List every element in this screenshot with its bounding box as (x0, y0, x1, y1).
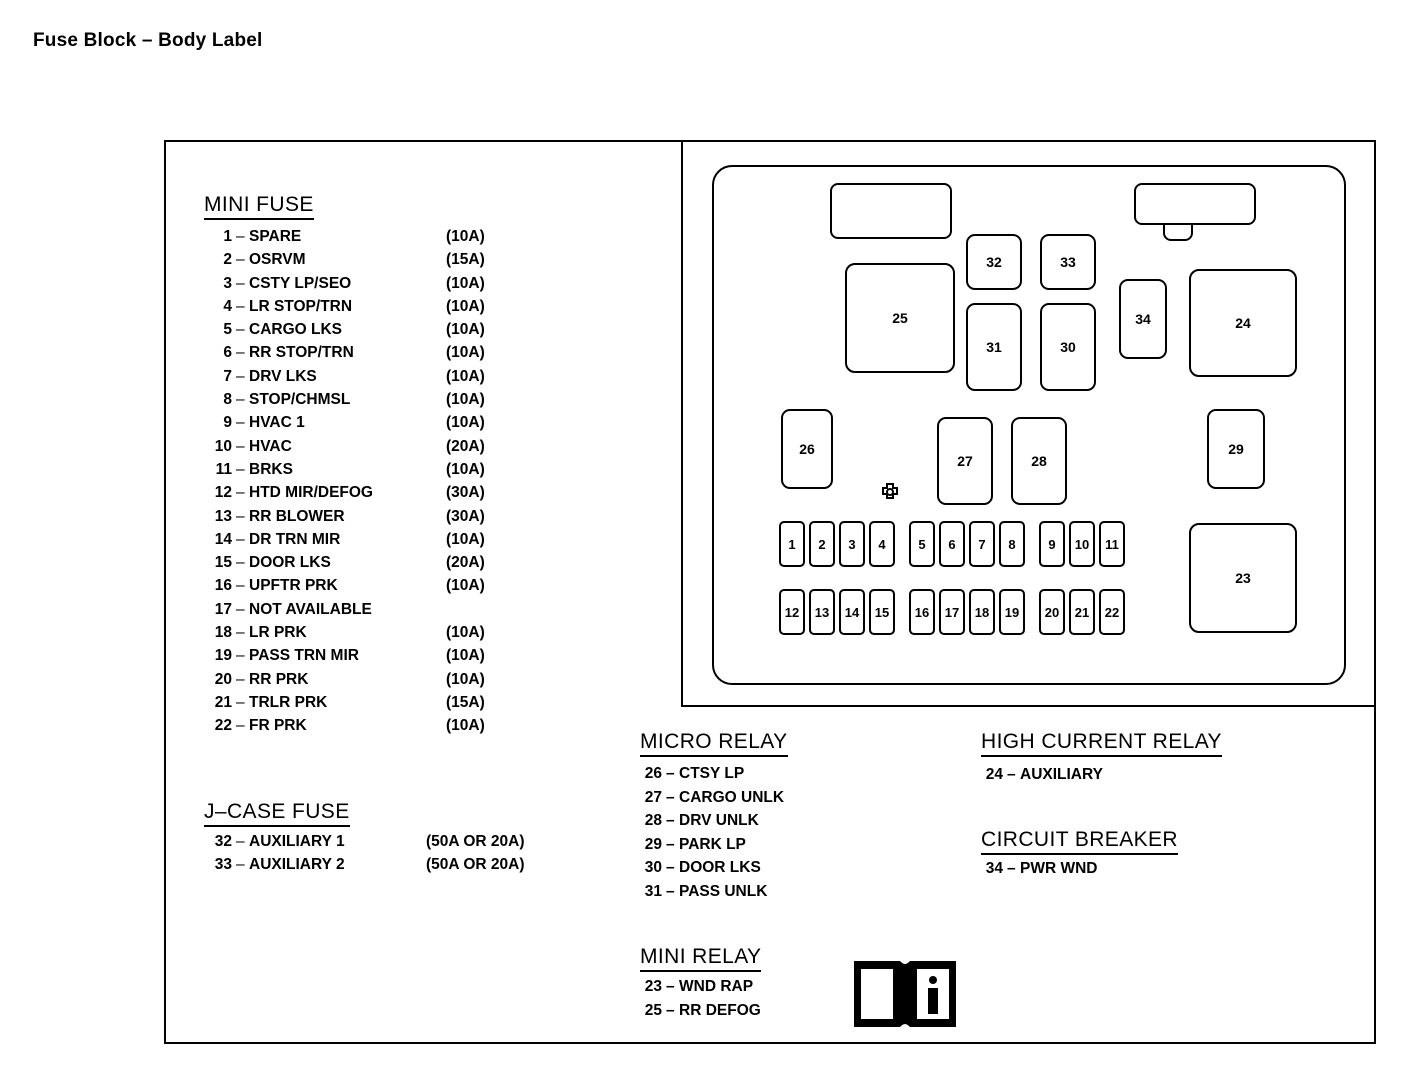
fuse-number: 4 (223, 297, 232, 315)
circuit-breaker-row (981, 860, 1211, 884)
fuse-number: 9 (223, 414, 232, 432)
fuse-slot-15[interactable] (869, 589, 895, 635)
fuse-label: HTD MIR/DEFOG (249, 484, 373, 502)
fuse-slot-20[interactable] (1039, 589, 1065, 635)
fuse-slot-6[interactable] (939, 521, 965, 567)
fuse-label: NOT AVAILABLE (249, 600, 372, 618)
mini-fuse-row (204, 531, 534, 554)
fuse-number: 32 (214, 833, 232, 850)
relay-label: PARK LP (679, 835, 746, 853)
dash: – (236, 530, 245, 548)
fuse-label: CARGO LKS (249, 321, 342, 339)
micro-relay-list (640, 765, 870, 906)
dash: – (236, 507, 245, 525)
fuse-amperage: (20A) (446, 554, 485, 572)
mini-fuse-row (204, 391, 534, 414)
fuse-number: 6 (223, 344, 232, 362)
fuse-label: DR TRN MIR (249, 530, 341, 548)
dash: – (666, 765, 675, 782)
dash: – (236, 251, 245, 269)
fuse-slot-5[interactable] (909, 521, 935, 567)
panel-notch-right (1134, 183, 1256, 225)
mini-fuse-row (204, 438, 534, 461)
dash: – (236, 484, 245, 502)
dash: – (236, 693, 245, 711)
fuse-number: 22 (214, 717, 232, 735)
mini-relay-row (640, 978, 870, 1002)
fuse-slot-16[interactable] (909, 589, 935, 635)
mini-fuse-row (204, 368, 534, 391)
high-current-relay-row (981, 766, 1211, 790)
dash: – (236, 460, 245, 478)
frame-divider-horizontal (681, 705, 1376, 707)
micro-relay-row (640, 812, 870, 836)
mini-fuse-row (204, 484, 534, 507)
fuse-number: 1 (223, 228, 232, 245)
fuse-amperage: (10A) (446, 624, 485, 642)
high-current-relay-list (981, 766, 1211, 790)
fuse-slot-label: 34 (1135, 311, 1151, 327)
fuse-slot-label: 11 (1105, 536, 1119, 552)
fuse-number: 5 (223, 321, 232, 339)
fuse-label: STOP/CHMSL (249, 391, 351, 409)
fuse-slot-label: 26 (799, 441, 815, 457)
fuse-number: 11 (215, 460, 232, 478)
fuse-label: RR BLOWER (249, 507, 345, 525)
relay-label: CARGO UNLK (679, 788, 785, 806)
fuse-label: DOOR LKS (249, 554, 331, 572)
fuse-slot-12[interactable] (779, 589, 805, 635)
relay-number: 30 (644, 859, 662, 876)
mini-fuse-row (204, 344, 534, 367)
relay-number: 26 (644, 765, 662, 782)
fuse-slot-label: 6 (948, 536, 956, 552)
relay-label: RR DEFOG (679, 1001, 761, 1019)
fuse-amperage: (20A) (446, 437, 485, 455)
fuse-label: RR PRK (249, 670, 309, 688)
dash: – (236, 274, 245, 292)
heading-high-current-relay: HIGH CURRENT RELAY (981, 730, 1222, 757)
panel-notch-right-tab (1163, 223, 1193, 241)
frame-divider-vertical (681, 140, 683, 706)
fuse-label: RR STOP/TRN (249, 344, 354, 362)
dash: – (236, 717, 245, 735)
fuse-number: 19 (214, 647, 232, 665)
relay-number: 23 (644, 978, 662, 995)
fuse-slot-3[interactable] (839, 521, 865, 567)
fuse-amperage: (10A) (446, 321, 485, 339)
fuse-slot-label: 31 (986, 339, 1002, 355)
dash: – (236, 600, 245, 618)
fuse-slot-19[interactable] (999, 589, 1025, 635)
mini-fuse-row (204, 554, 534, 577)
j-case-fuse-row (204, 856, 564, 879)
fuse-amperage: (30A) (446, 484, 485, 502)
fuse-slot-label: 10 (1074, 536, 1090, 552)
j-case-fuse-list (204, 833, 564, 880)
fuse-slot-label: 16 (914, 604, 930, 620)
fuse-amperage: (30A) (446, 507, 485, 525)
fuse-label: DRV LKS (249, 367, 317, 385)
dash: – (666, 978, 675, 995)
relay-number: 31 (644, 882, 662, 900)
fuse-amperage: (10A) (446, 297, 485, 315)
relay-number: 34 (985, 860, 1003, 877)
fuse-slot-17[interactable] (939, 589, 965, 635)
fuse-amperage: (15A) (446, 693, 485, 711)
fuse-label: HVAC (249, 437, 292, 455)
fuse-amperage: (10A) (446, 228, 485, 245)
heading-circuit-breaker: CIRCUIT BREAKER (981, 828, 1178, 855)
fuse-amperage: (10A) (446, 344, 485, 362)
micro-relay-row (640, 883, 870, 907)
fuse-slot-label: 20 (1044, 604, 1060, 620)
dash: – (236, 228, 245, 245)
fuse-slot-25[interactable] (845, 263, 955, 373)
fuse-number: 15 (214, 554, 232, 572)
fuse-slot-29[interactable] (1207, 409, 1265, 489)
fuse-amperage: (15A) (446, 251, 485, 269)
micro-relay-row (640, 836, 870, 860)
dash: – (1007, 860, 1016, 877)
fuse-amperage: (50A OR 20A) (426, 833, 525, 850)
fuse-amperage: (10A) (446, 647, 485, 665)
fuse-slot-14[interactable] (839, 589, 865, 635)
fuse-number: 13 (214, 507, 232, 525)
mini-fuse-row (204, 251, 534, 274)
relay-number: 27 (644, 788, 662, 806)
micro-relay-row (640, 765, 870, 789)
fuse-label: SPARE (249, 228, 302, 245)
mini-fuse-row (204, 321, 534, 344)
dash: – (236, 437, 245, 455)
fuse-number: 2 (223, 251, 232, 269)
fuse-slot-label: 28 (1031, 453, 1047, 469)
fuse-slot-label: 1 (788, 536, 796, 552)
fuse-number: 17 (214, 600, 232, 618)
fuse-slot-label: 4 (878, 536, 886, 552)
mini-fuse-row (204, 577, 534, 600)
dash: – (236, 554, 245, 572)
dash: – (236, 670, 245, 688)
dash: – (666, 788, 675, 806)
fuse-label: AUXILIARY 2 (249, 856, 345, 874)
fuse-slot-34[interactable] (1119, 279, 1167, 359)
fuse-label: CSTY LP/SEO (249, 274, 352, 292)
fuse-number: 16 (214, 577, 232, 595)
fuse-number: 18 (214, 624, 232, 642)
fuse-label: LR PRK (249, 624, 307, 642)
fuse-label: LR STOP/TRN (249, 297, 353, 315)
fuse-amperage: (10A) (446, 367, 485, 385)
fuse-slot-32[interactable] (966, 234, 1022, 290)
relay-number: 29 (644, 835, 662, 853)
fuse-slot-label: 19 (1004, 604, 1020, 620)
dash: – (236, 297, 245, 315)
fuse-slot-label: 15 (874, 604, 890, 620)
dash: – (1007, 766, 1016, 783)
relay-label: PASS UNLK (679, 882, 768, 900)
fuse-label: OSRVM (249, 251, 306, 269)
fuse-number: 33 (214, 856, 232, 874)
dash: – (236, 647, 245, 665)
relay-label: WND RAP (679, 978, 754, 995)
fuse-slot-8[interactable] (999, 521, 1025, 567)
dash: – (666, 835, 675, 853)
dash: – (236, 856, 245, 874)
fuse-slot-label: 8 (1008, 536, 1016, 552)
fuse-slot-label: 21 (1074, 604, 1090, 620)
fuse-slot-4[interactable] (869, 521, 895, 567)
fuse-label: UPFTR PRK (249, 577, 338, 595)
fuse-slot-label: 12 (784, 604, 800, 620)
fuse-number: 20 (214, 670, 232, 688)
fuse-amperage: (50A OR 20A) (426, 856, 525, 874)
fuse-slot-label: 2 (818, 536, 826, 552)
fuse-label: FR PRK (249, 717, 307, 735)
fuse-slot-7[interactable] (969, 521, 995, 567)
relay-number: 25 (644, 1001, 662, 1019)
fuse-slot-22[interactable] (1099, 589, 1125, 635)
fuse-slot-30[interactable] (1040, 303, 1096, 391)
mini-fuse-row (204, 601, 534, 624)
fuse-slot-24[interactable] (1189, 269, 1297, 377)
circuit-breaker-list (981, 860, 1211, 884)
relay-label: CTSY LP (679, 765, 745, 782)
fuse-number: 21 (214, 693, 232, 711)
fuse-slot-28[interactable] (1011, 417, 1067, 505)
fuse-slot-label: 7 (978, 536, 986, 552)
mini-fuse-row (204, 275, 534, 298)
fuse-slot-18[interactable] (969, 589, 995, 635)
fuse-slot-10[interactable] (1069, 521, 1095, 567)
mini-fuse-row (204, 647, 534, 670)
fuse-slot-23[interactable] (1189, 523, 1297, 633)
panel-notch-left (830, 183, 952, 239)
mini-fuse-row (204, 694, 534, 717)
heading-mini-relay: MINI RELAY (640, 945, 761, 972)
relay-number: 24 (985, 766, 1003, 783)
fuse-label: TRLR PRK (249, 693, 328, 711)
fuse-slot-label: 29 (1228, 441, 1244, 457)
page-title: Fuse Block – Body Label (33, 30, 263, 51)
dash: – (236, 833, 245, 850)
micro-relay-row (640, 859, 870, 883)
dash: – (236, 391, 245, 409)
mini-fuse-row (204, 717, 534, 740)
dash: – (236, 624, 245, 642)
fuse-label: AUXILIARY 1 (249, 833, 345, 850)
dash: – (236, 577, 245, 595)
fuse-slot-21[interactable] (1069, 589, 1095, 635)
dash: – (666, 1001, 675, 1019)
fuse-slot-2[interactable] (809, 521, 835, 567)
mini-fuse-row (204, 414, 534, 437)
fuse-slot-label: 22 (1104, 604, 1120, 620)
mini-fuse-row (204, 508, 534, 531)
mini-fuse-row (204, 624, 534, 647)
fuse-slot-33[interactable] (1040, 234, 1096, 290)
fuse-slot-label: 13 (814, 604, 830, 620)
fuse-number: 14 (214, 530, 232, 548)
fuse-amperage: (10A) (446, 530, 485, 548)
fuse-slot-label: 23 (1235, 570, 1251, 586)
j-case-fuse-row (204, 833, 564, 856)
fuse-slot-label: 5 (918, 536, 926, 552)
mini-relay-list (640, 978, 870, 1025)
dash: – (236, 344, 245, 362)
dash: – (666, 812, 675, 829)
mini-fuse-row (204, 228, 534, 251)
fuse-slot-label: 27 (957, 453, 973, 469)
fuse-label: HVAC 1 (249, 414, 305, 432)
fuse-amperage: (10A) (446, 577, 485, 595)
heading-mini-fuse: MINI FUSE (204, 193, 314, 220)
dash: – (236, 321, 245, 339)
fuse-slot-13[interactable] (809, 589, 835, 635)
fuse-amperage: (10A) (446, 717, 485, 735)
fuse-slot-label: 3 (848, 536, 856, 552)
relay-number: 28 (644, 812, 662, 829)
fuse-amperage: (10A) (446, 274, 485, 292)
fuse-amperage: (10A) (446, 391, 485, 409)
mini-fuse-row (204, 298, 534, 321)
fuse-number: 12 (214, 484, 232, 502)
fuse-slot-31[interactable] (966, 303, 1022, 391)
fuse-slot-label: 30 (1060, 339, 1076, 355)
fuse-slot-27[interactable] (937, 417, 993, 505)
fuse-slot-label: 14 (844, 604, 860, 620)
fuse-amperage: (10A) (446, 670, 485, 688)
retaining-clip-icon (877, 479, 903, 505)
dash: – (666, 882, 675, 900)
mini-fuse-row (204, 461, 534, 484)
fuse-slot-1[interactable] (779, 521, 805, 567)
fuse-amperage: (10A) (446, 414, 485, 432)
dash: – (236, 367, 245, 385)
fuse-slot-label: 18 (974, 604, 990, 620)
relay-label: AUXILIARY (1020, 766, 1103, 783)
fuse-slot-label: 33 (1060, 254, 1076, 270)
fuse-label: BRKS (249, 460, 293, 478)
heading-micro-relay: MICRO RELAY (640, 730, 788, 757)
fuse-slot-label: 32 (986, 254, 1002, 270)
fuse-slot-9[interactable] (1039, 521, 1065, 567)
fuse-number: 3 (223, 274, 232, 292)
owners-manual-book-icon (851, 953, 959, 1031)
fuse-slot-label: 24 (1235, 315, 1251, 331)
mini-fuse-row (204, 671, 534, 694)
relay-label: DOOR LKS (679, 859, 761, 876)
micro-relay-row (640, 789, 870, 813)
fuse-number: 10 (214, 437, 232, 455)
fuse-amperage: (10A) (446, 460, 485, 478)
fuse-number: 7 (223, 367, 232, 385)
dash: – (666, 859, 675, 876)
fuse-label: PASS TRN MIR (249, 647, 359, 665)
fuse-slot-label: 9 (1048, 536, 1056, 552)
mini-relay-row (640, 1002, 870, 1026)
mini-fuse-list (204, 228, 534, 741)
relay-label: DRV UNLK (679, 812, 759, 829)
fuse-slot-label: 17 (944, 604, 960, 620)
dash: – (236, 414, 245, 432)
heading-j-case-fuse: J–CASE FUSE (204, 800, 350, 827)
fuse-slot-26[interactable] (781, 409, 833, 489)
relay-label: PWR WND (1020, 860, 1098, 877)
fuse-number: 8 (223, 391, 232, 409)
fuse-slot-11[interactable] (1099, 521, 1125, 567)
fuse-slot-label: 25 (892, 310, 908, 326)
